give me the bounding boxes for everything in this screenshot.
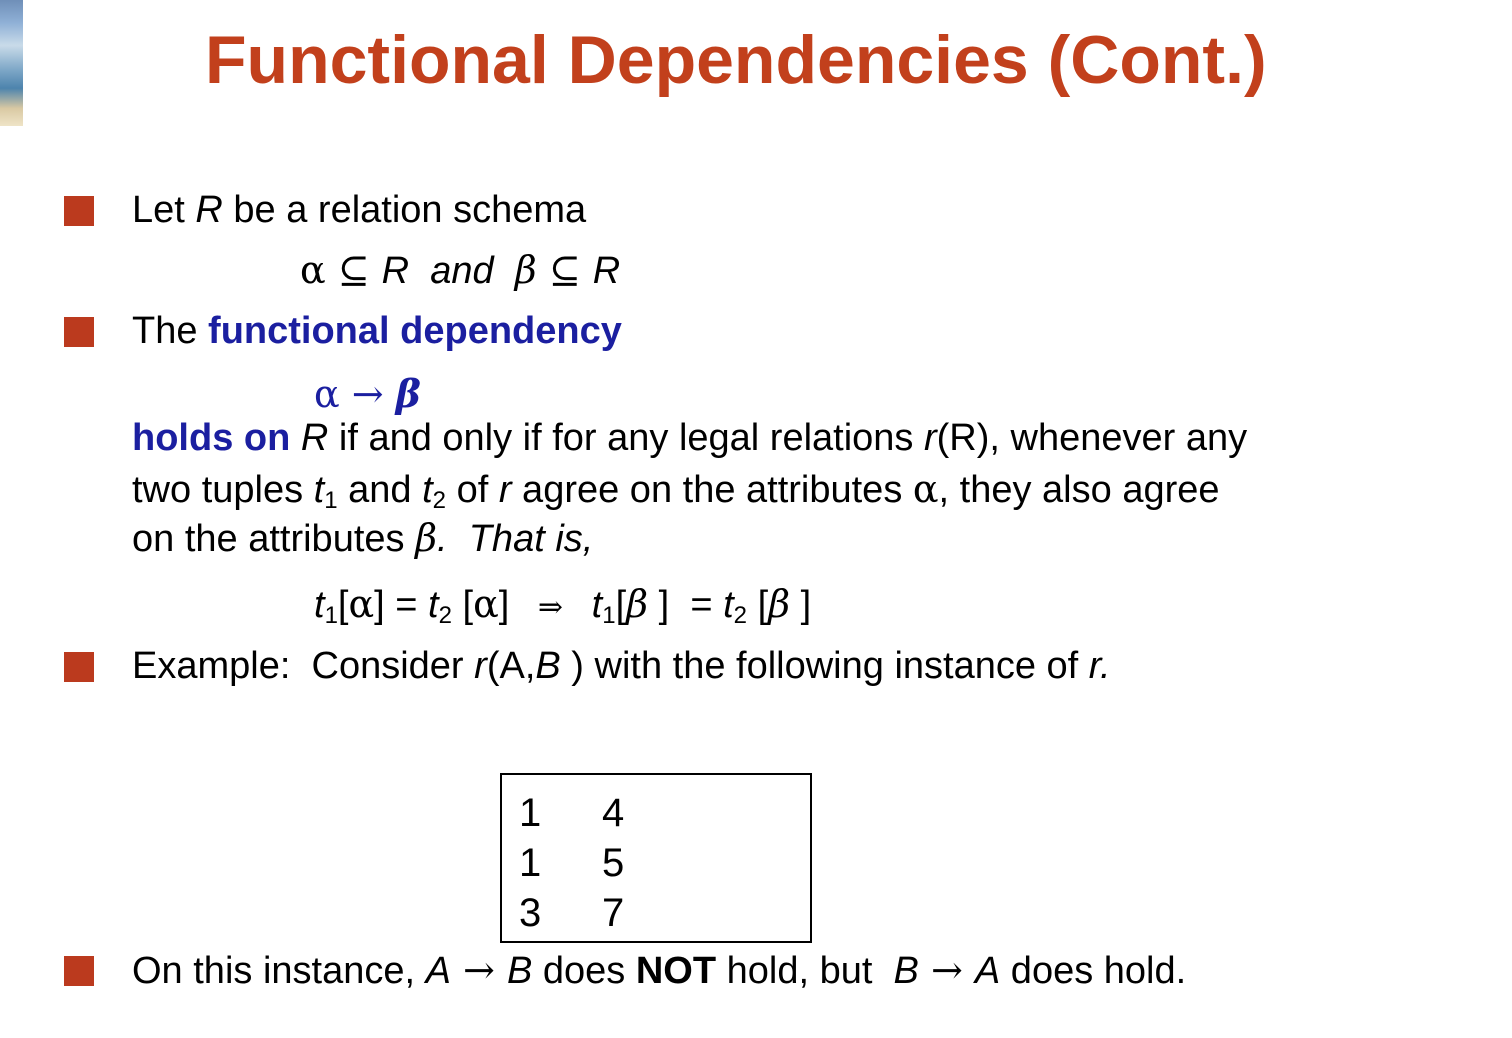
bullet-4-text-part: does hold.: [1000, 950, 1187, 992]
tuple-t: t: [313, 469, 325, 511]
attribute-A: A: [974, 950, 1001, 992]
alpha-symbol: α: [473, 582, 499, 626]
relation-R: R: [592, 250, 621, 292]
definition-text: (R), whenever any: [936, 417, 1248, 459]
beta-symbol: β: [415, 516, 438, 560]
bullet-3-text: [132, 642, 1111, 690]
definition-text: . That is,: [437, 518, 594, 560]
relation-r: r.: [1088, 645, 1111, 687]
bullet-1-text: [132, 186, 586, 234]
fd-formula: [314, 370, 421, 419]
bullet-marker-3: [64, 652, 94, 682]
subset-symbol: ⊆: [536, 248, 593, 292]
beta-symbol: β: [395, 371, 421, 416]
and-word: and: [409, 250, 515, 292]
definition-line-2: [132, 465, 1220, 514]
attribute-B: B: [893, 950, 919, 992]
bracket: [: [451, 584, 474, 626]
bullet-3-text-part: (A,: [486, 645, 536, 687]
alpha-symbol: α: [300, 248, 326, 292]
alpha-symbol: α: [912, 467, 939, 511]
definition-text: if and only if for any legal relations: [328, 417, 924, 459]
bullet-4-pre: On this instance,: [132, 950, 426, 992]
relation-r: r: [474, 645, 487, 687]
table-cell-b: 5: [602, 841, 625, 885]
bullet-4-text-part: does: [532, 950, 636, 992]
alpha-symbol: α: [314, 372, 340, 416]
tuple-t: t: [591, 584, 603, 626]
bracket: ]: [790, 584, 812, 626]
relation-instance-table: [500, 773, 812, 943]
definition-text: and: [337, 469, 423, 511]
slide-title: Functional Dependencies (Cont.): [205, 22, 1267, 98]
bullet-3-pre: Example: Consider: [132, 645, 475, 687]
definition-text: two tuples: [132, 469, 314, 511]
bracket: ]: [498, 584, 510, 626]
subscript: 1: [324, 487, 338, 514]
subscript: 1: [602, 602, 616, 629]
table-cell-b: 4: [602, 791, 625, 835]
tuple-t: t: [314, 584, 325, 626]
subscript: 1: [324, 602, 338, 629]
definition-text: agree on the attributes: [511, 469, 913, 511]
subscript: 2: [733, 602, 748, 629]
table-cell-a: 1: [519, 791, 542, 835]
bracket: ] =: [648, 584, 724, 626]
bullet-2-pre: The: [132, 310, 209, 352]
definition-text: of: [446, 469, 499, 511]
bracket: [: [747, 584, 769, 626]
attribute-B: B: [535, 645, 561, 687]
definition-line-3: [132, 514, 593, 563]
relation-r: r: [498, 469, 512, 511]
bullet-marker-4: [64, 956, 94, 986]
tuple-t: t: [428, 584, 439, 626]
bullet-marker-1: [64, 196, 94, 226]
attribute-B: B: [506, 950, 533, 992]
relation-R: R: [300, 417, 329, 459]
bracket: ] =: [374, 584, 429, 626]
holds-on-term: holds on: [132, 417, 301, 459]
corner-thumbnail-image: [0, 0, 23, 126]
subset-symbol: ⊆: [325, 248, 382, 292]
beta-symbol: β: [514, 248, 537, 292]
bullet-2-text: [132, 307, 622, 355]
subscript: 2: [432, 487, 447, 514]
beta-symbol: β: [626, 582, 649, 626]
beta-symbol: β: [768, 582, 791, 626]
definition-text: , they also agree: [938, 469, 1220, 511]
arrow-symbol: →: [918, 948, 975, 992]
attribute-A: A: [425, 950, 451, 992]
bracket: [: [615, 584, 627, 626]
implication-formula: [314, 580, 811, 632]
relation-R: R: [381, 250, 410, 292]
subscript: 2: [438, 602, 452, 629]
bullet-4-text: [132, 946, 1186, 995]
bracket: [: [337, 584, 349, 626]
alpha-symbol: α: [348, 582, 375, 626]
definition-text: on the attributes: [132, 518, 416, 560]
functional-dependency-term: functional dependency: [208, 310, 622, 352]
not-emphasis: NOT: [635, 950, 717, 992]
definition-line-1: [132, 414, 1247, 462]
tuple-t: t: [723, 584, 734, 626]
bullet-1-post: be a relation schema: [222, 189, 587, 231]
table-cell-a: 3: [519, 891, 542, 935]
arrow-symbol: →: [339, 372, 396, 416]
table-cell-b: 7: [602, 891, 625, 935]
bullet-marker-2: [64, 317, 94, 347]
arrow-symbol: →: [450, 948, 507, 992]
subset-formula: [300, 246, 620, 295]
relation-r: r: [924, 417, 937, 459]
relation-R: R: [195, 189, 223, 231]
bullet-1-pre: Let: [132, 189, 196, 231]
implies-symbol: ⇒: [509, 590, 592, 625]
table-cell-a: 1: [519, 841, 542, 885]
tuple-t: t: [422, 469, 433, 511]
bullet-3-text-part: ) with the following instance of: [560, 645, 1089, 687]
bullet-4-text-part: hold, but: [716, 950, 894, 992]
